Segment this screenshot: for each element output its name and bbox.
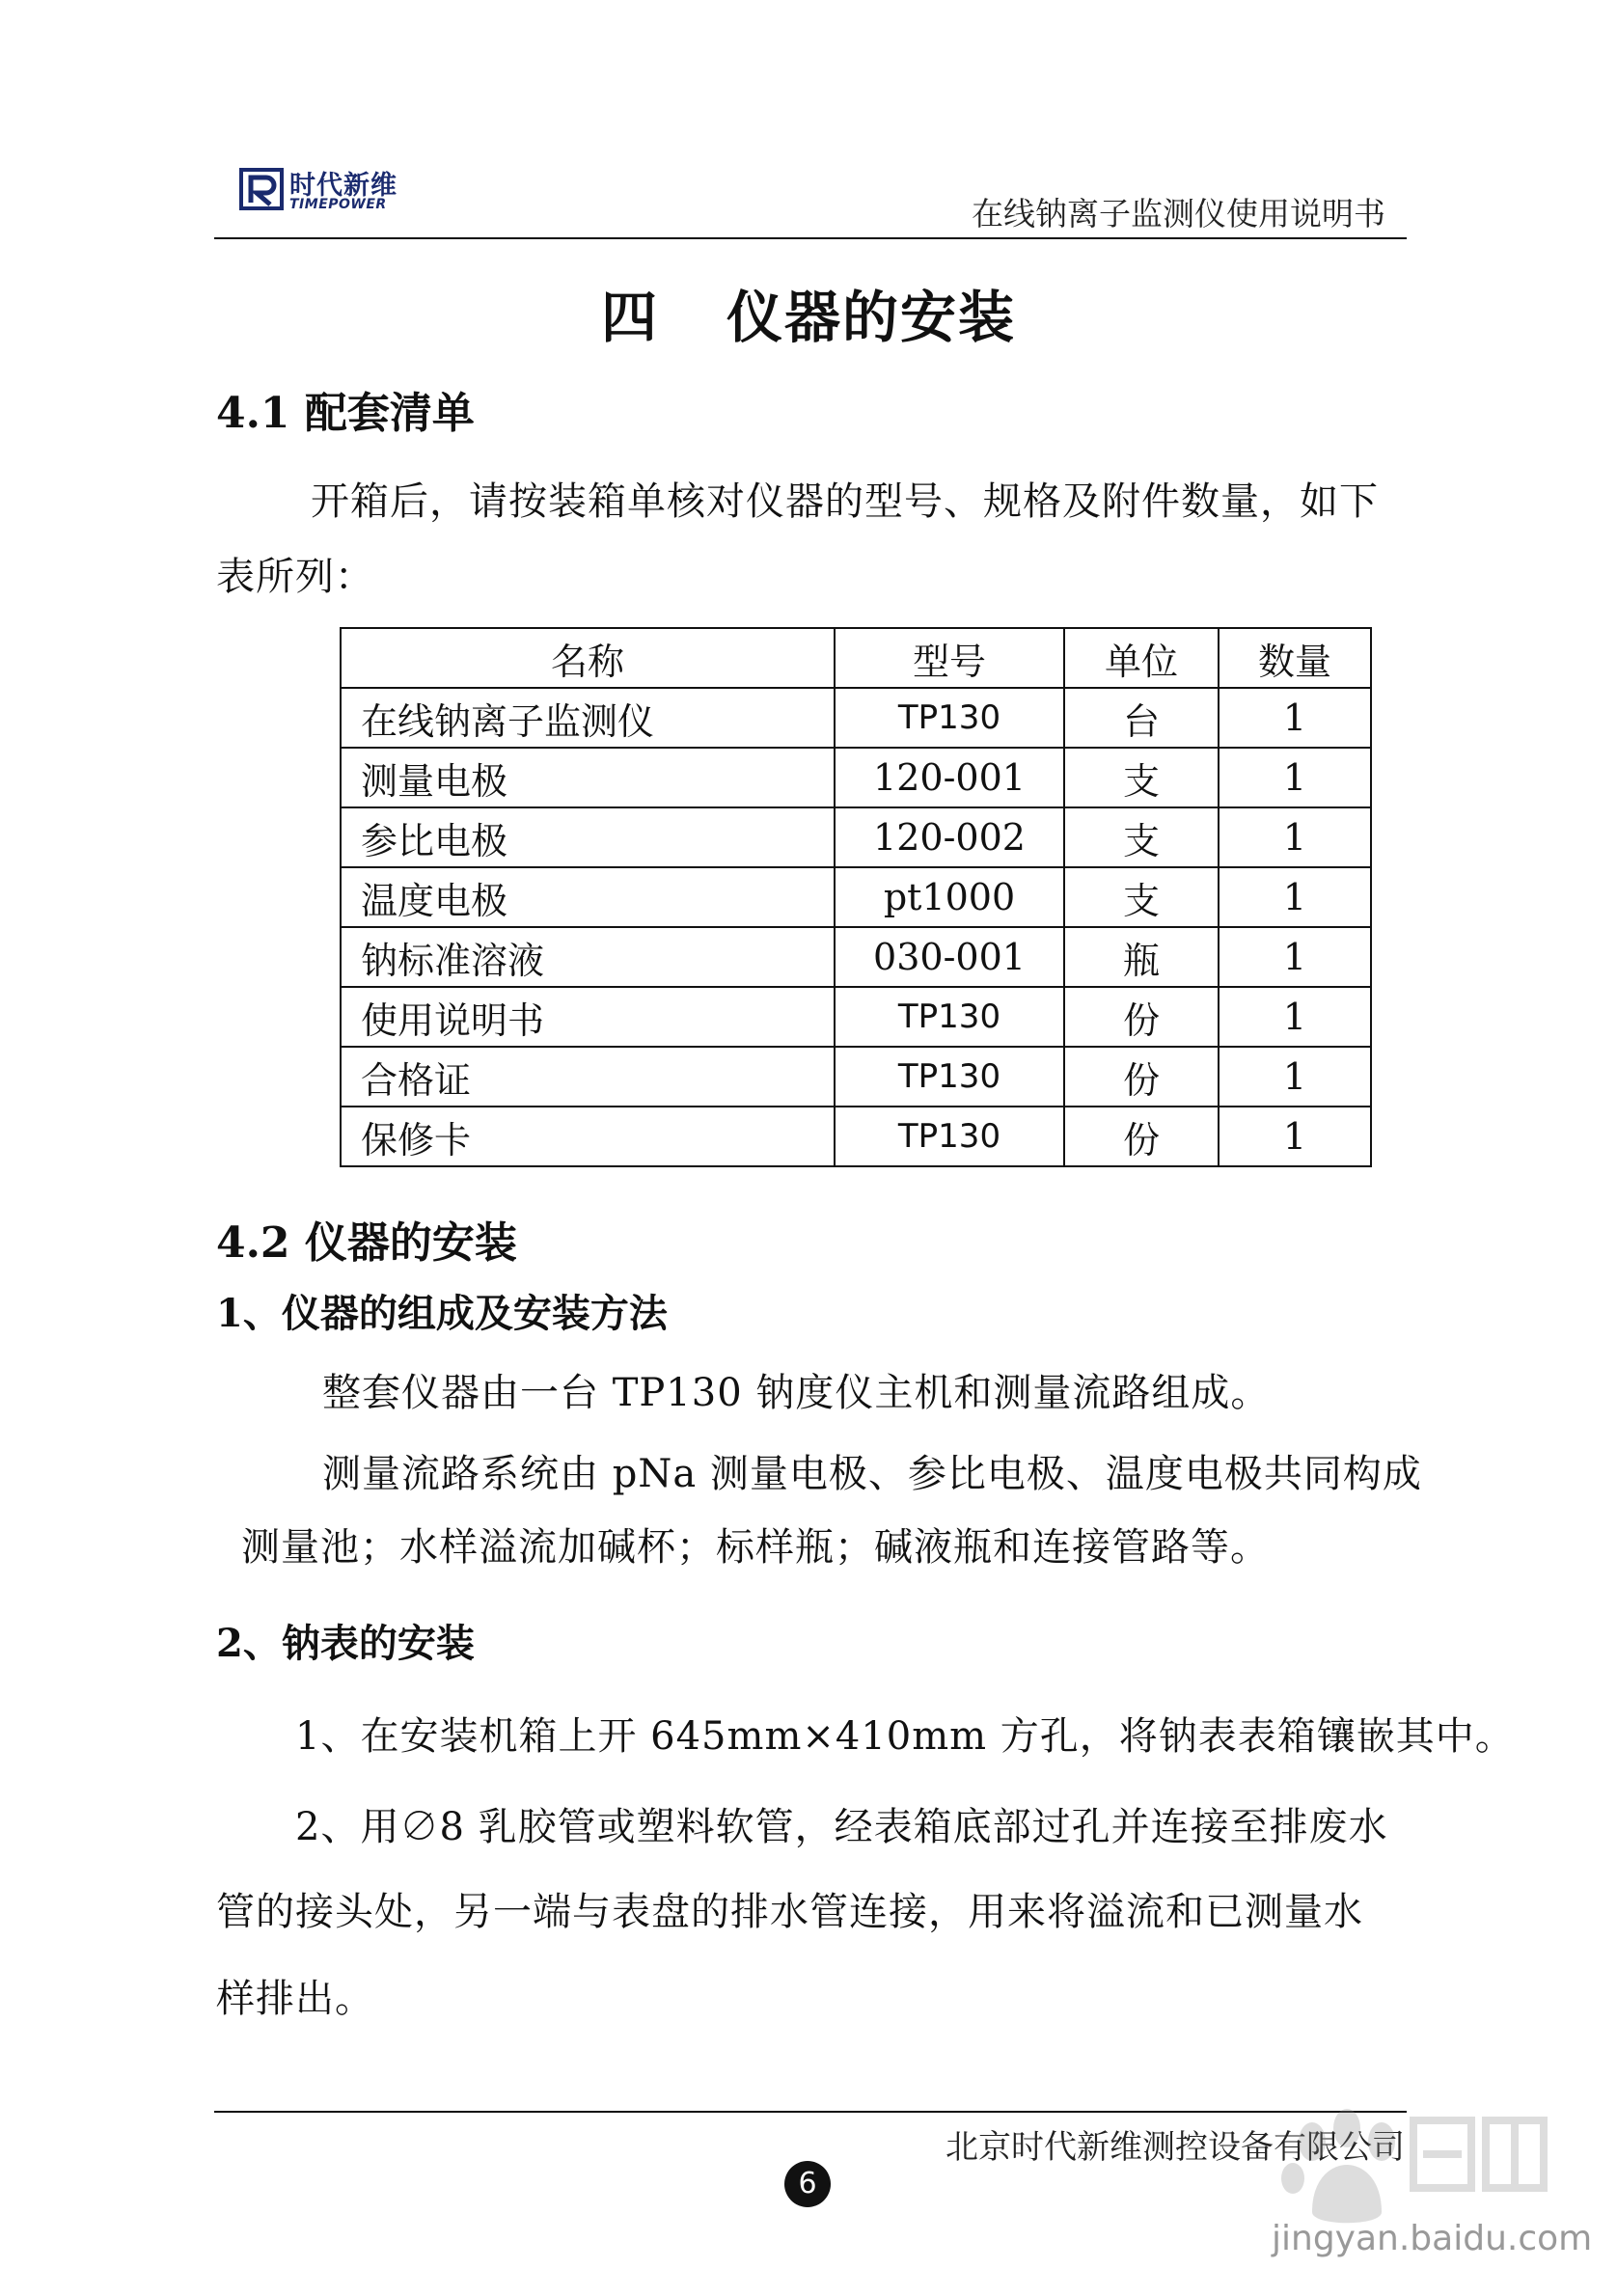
cell-quantity: 1 bbox=[1219, 1107, 1371, 1166]
cell-model: TP130 bbox=[835, 1107, 1064, 1166]
subsection-2-heading: 2、钠表的安装 bbox=[216, 1621, 475, 1666]
chapter-title: 仪器的安装 bbox=[726, 285, 1017, 350]
logo-chinese-name: 时代新维 bbox=[289, 171, 397, 201]
cell-unit: 支 bbox=[1064, 748, 1219, 807]
cell-unit: 台 bbox=[1064, 688, 1219, 748]
cell-name: 使用说明书 bbox=[341, 987, 835, 1047]
page-number: 6 bbox=[784, 2161, 831, 2207]
intro-line-1: 开箱后，请按装箱单核对仪器的型号、规格及附件数量，如下 bbox=[311, 479, 1379, 524]
cell-unit: 份 bbox=[1064, 987, 1219, 1047]
table-row bbox=[341, 927, 1371, 987]
watermark-url: jingyan.baidu.com bbox=[1272, 2219, 1593, 2258]
cell-name: 参比电极 bbox=[341, 807, 835, 867]
cell-model: TP130 bbox=[835, 688, 1064, 748]
cell-unit: 份 bbox=[1064, 1107, 1219, 1166]
table-row bbox=[341, 807, 1371, 867]
column-header-quantity: 数量 bbox=[1219, 628, 1371, 688]
cell-name: 保修卡 bbox=[341, 1107, 835, 1166]
cell-model: TP130 bbox=[835, 987, 1064, 1047]
cell-unit: 支 bbox=[1064, 867, 1219, 927]
chapter-heading bbox=[0, 272, 1617, 353]
installation-step-2-line-1: 2、用∅8 乳胶管或塑料软管，经表箱底部过孔并连接至排废水 bbox=[295, 1805, 1388, 1849]
table-row bbox=[341, 688, 1371, 748]
subsection-1-paragraph-2-line-1: 测量流路系统由 pNa 测量电极、参比电极、温度电极共同构成 bbox=[322, 1452, 1422, 1496]
cell-quantity: 1 bbox=[1219, 987, 1371, 1047]
subsection-1-paragraph-2-line-2: 测量池；水样溢流加碱杯；标样瓶；碱液瓶和连接管路等。 bbox=[241, 1525, 1270, 1570]
column-header-unit: 单位 bbox=[1064, 628, 1219, 688]
chapter-number: 四 bbox=[600, 285, 659, 350]
table-row bbox=[341, 1047, 1371, 1107]
cell-unit: 支 bbox=[1064, 807, 1219, 867]
cell-name: 温度电极 bbox=[341, 867, 835, 927]
cell-model: 120-002 bbox=[835, 807, 1064, 867]
installation-step-2-line-3: 样排出。 bbox=[216, 1977, 374, 2021]
cell-model: 120-001 bbox=[835, 748, 1064, 807]
table-row bbox=[341, 748, 1371, 807]
subsection-1-paragraph-1: 整套仪器由一台 TP130 钠度仪主机和测量流路组成。 bbox=[322, 1371, 1271, 1415]
subsection-1-heading: 1、仪器的组成及安装方法 bbox=[216, 1291, 668, 1336]
column-header-name: 名称 bbox=[341, 628, 835, 688]
table-row bbox=[341, 867, 1371, 927]
cell-model: TP130 bbox=[835, 1047, 1064, 1107]
cell-model: pt1000 bbox=[835, 867, 1064, 927]
cell-quantity: 1 bbox=[1219, 748, 1371, 807]
column-header-model: 型号 bbox=[835, 628, 1064, 688]
document-title: 在线钠离子监测仪使用说明书 bbox=[972, 195, 1385, 232]
table-row bbox=[341, 987, 1371, 1047]
cell-unit: 份 bbox=[1064, 1047, 1219, 1107]
section-4-2-heading: 4.2 仪器的安装 bbox=[216, 1218, 517, 1268]
section-4-1-heading: 4.1 配套清单 bbox=[216, 389, 475, 438]
footer-divider bbox=[214, 2111, 1407, 2113]
cell-name: 测量电极 bbox=[341, 748, 835, 807]
cell-unit: 瓶 bbox=[1064, 927, 1219, 987]
header-divider bbox=[214, 237, 1407, 239]
company-name: 北京时代新维测控设备有限公司 bbox=[946, 2128, 1405, 2167]
cell-name: 在线钠离子监测仪 bbox=[341, 688, 835, 748]
cell-quantity: 1 bbox=[1219, 1047, 1371, 1107]
package-list-table bbox=[340, 627, 1372, 1167]
table-row bbox=[341, 1107, 1371, 1166]
installation-step-2-line-2: 管的接头处，另一端与表盘的排水管连接，用来将溢流和已测量水 bbox=[216, 1890, 1363, 1934]
installation-step-1: 1、在安装机箱上开 645mm×410mm 方孔，将钠表表箱镶嵌其中。 bbox=[295, 1714, 1515, 1759]
table-header-row bbox=[341, 628, 1371, 688]
timepower-logo-icon bbox=[239, 168, 284, 210]
logo-english-name: TIMEPOWER bbox=[289, 197, 387, 212]
cell-quantity: 1 bbox=[1219, 807, 1371, 867]
cell-quantity: 1 bbox=[1219, 688, 1371, 748]
cell-quantity: 1 bbox=[1219, 867, 1371, 927]
cell-name: 钠标准溶液 bbox=[341, 927, 835, 987]
intro-line-2: 表所列： bbox=[216, 555, 374, 599]
cell-model: 030-001 bbox=[835, 927, 1064, 987]
cell-name: 合格证 bbox=[341, 1047, 835, 1107]
cell-quantity: 1 bbox=[1219, 927, 1371, 987]
company-logo bbox=[239, 164, 423, 220]
